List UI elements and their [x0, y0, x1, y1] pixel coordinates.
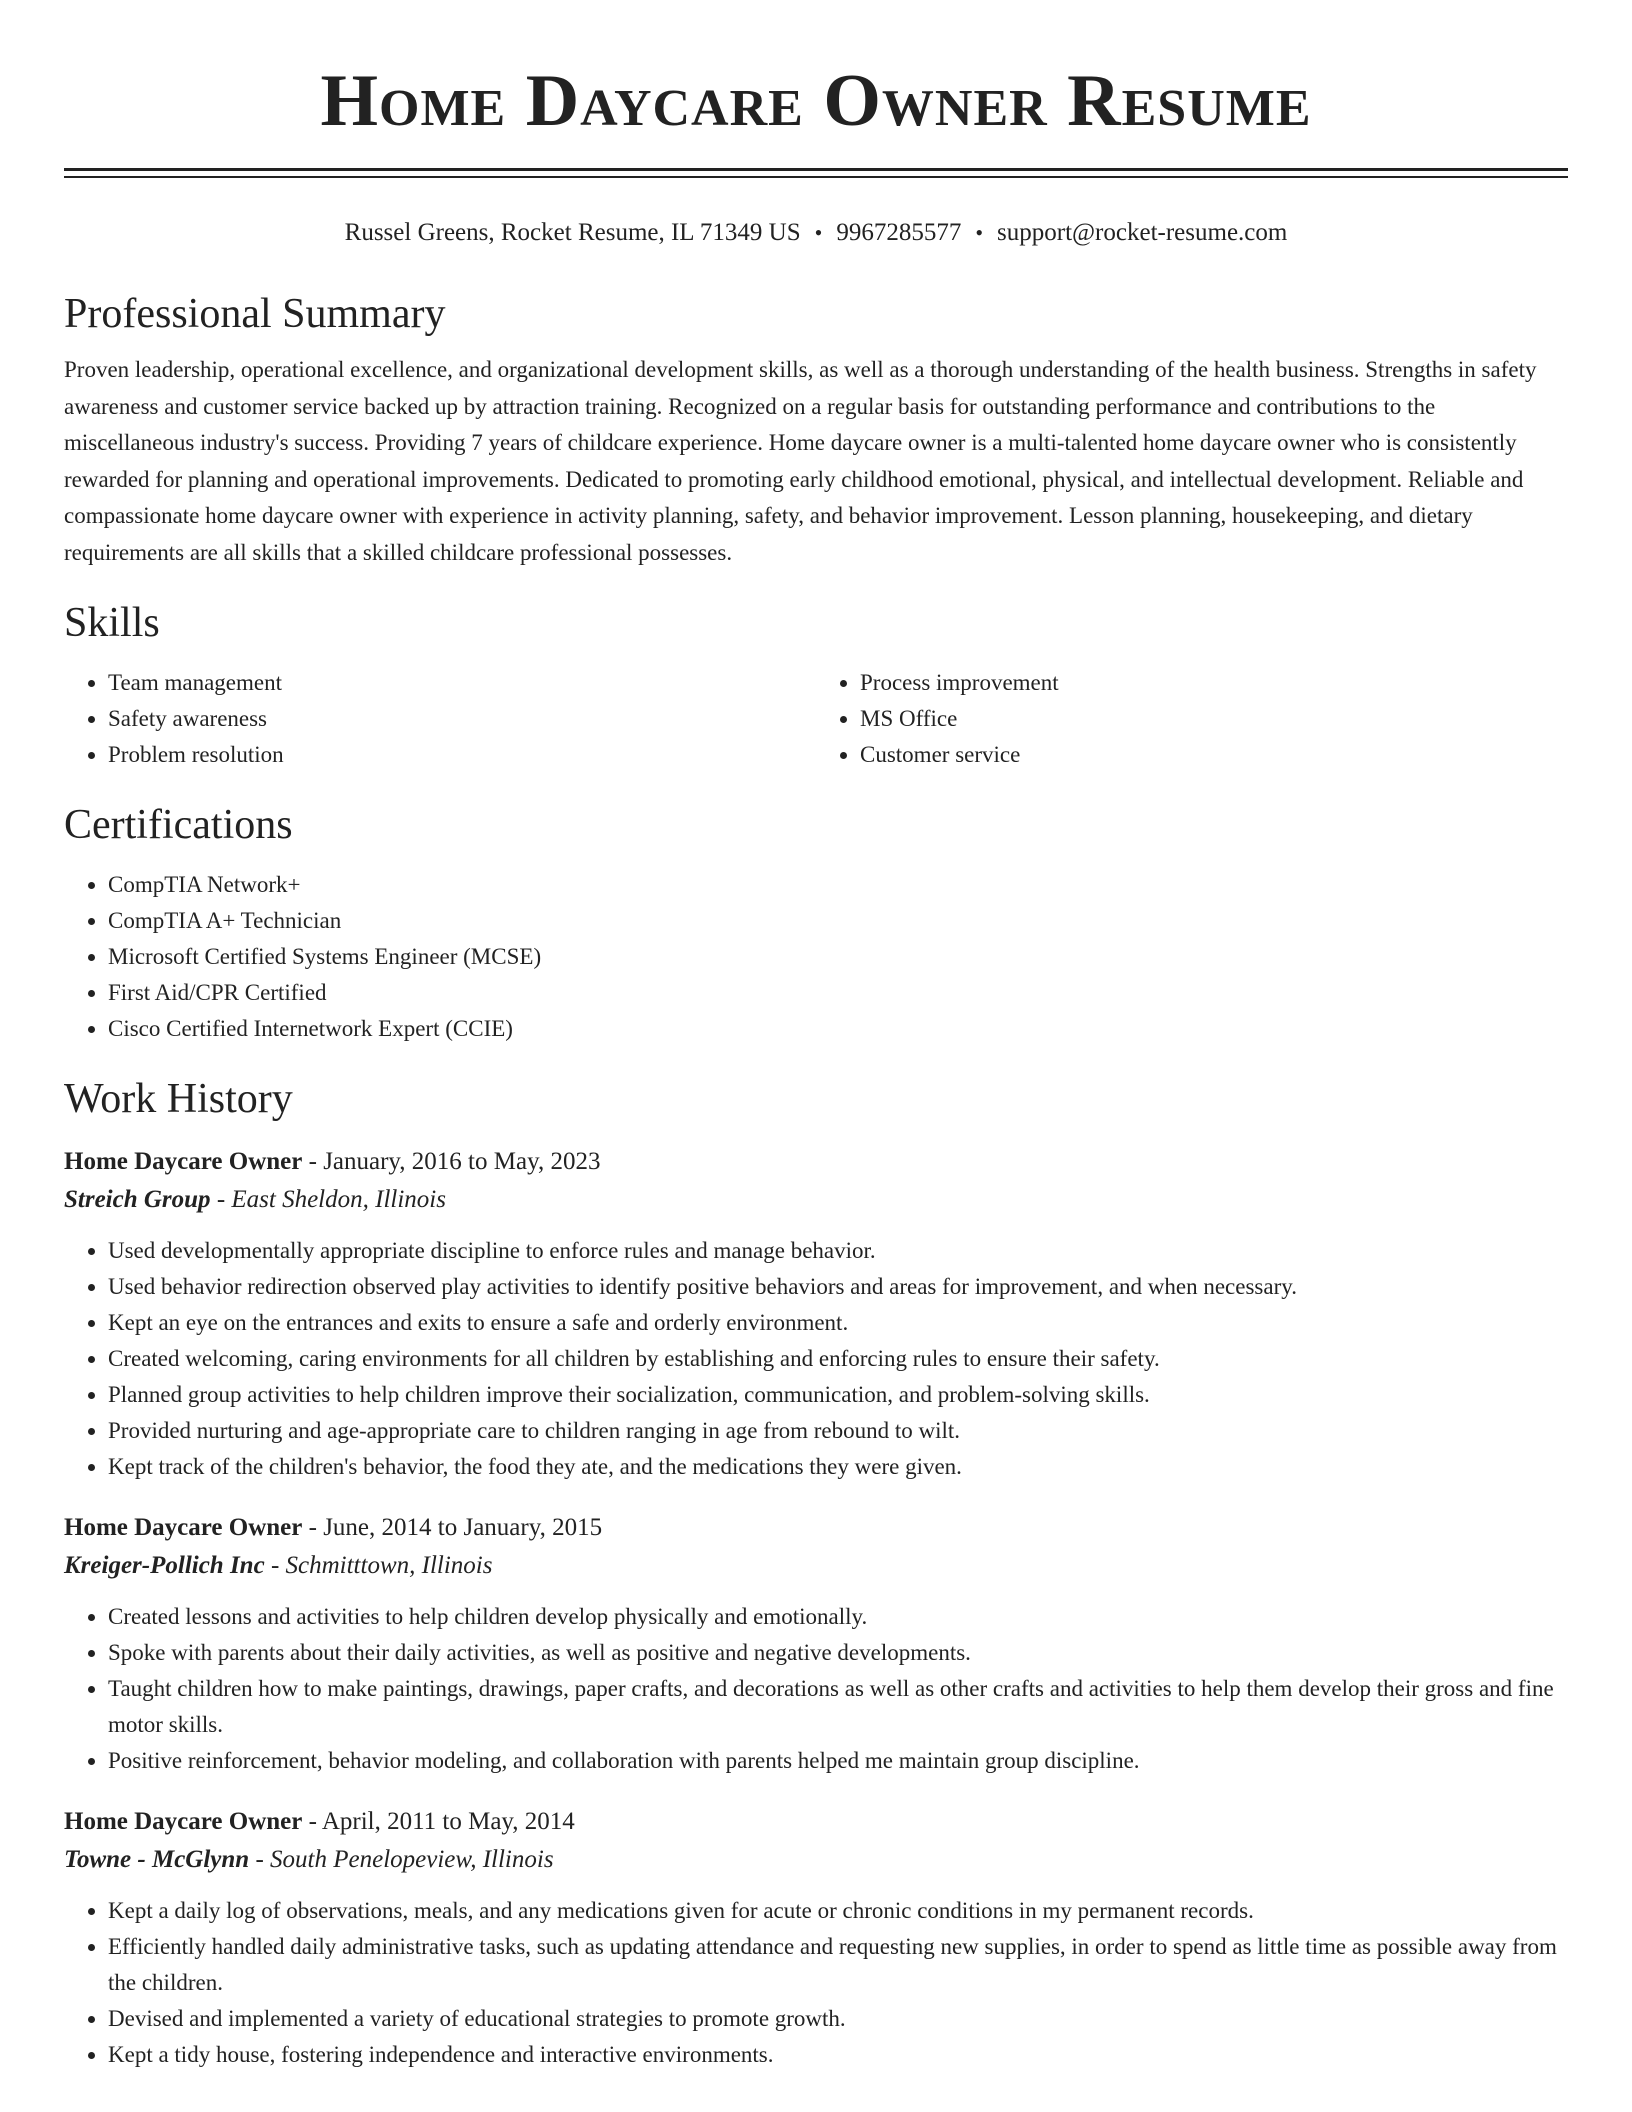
job-bullet: • Kept an eye on the entrances and exits to ensure a safe and orderly environment.: [108, 1305, 1568, 1341]
title-divider-thick: [64, 168, 1568, 171]
skills-list-left: [64, 665, 816, 773]
certification-item: • First Aid/CPR Certified: [108, 975, 1568, 1011]
job-location: Schmitttown, Illinois: [285, 1552, 493, 1579]
skill-item: • Customer service: [860, 737, 1568, 773]
job-title-line: [64, 1509, 1568, 1547]
certifications-list: [64, 867, 1568, 1047]
skills-list-right: [816, 665, 1568, 773]
job-company-line: [64, 1181, 1568, 1219]
job-bullet: • Used behavior redirection observed play activities to identify positive behaviors and areas for improvement, and when necessary.: [108, 1269, 1568, 1305]
job-bullet: • Kept a daily log of observations, meals, and any medications given for acute or chronic conditions in my permanent records.: [108, 1893, 1568, 1929]
contact-address: Russel Greens, Rocket Resume, IL 71349 US: [344, 219, 801, 246]
job-company-line: [64, 1841, 1568, 1879]
job-title-line: [64, 1803, 1568, 1841]
skill-item: • Team management: [108, 665, 816, 701]
job-bullets: [64, 1233, 1568, 1485]
job-bullet: • Used developmentally appropriate discipline to enforce rules and manage behavior.: [108, 1233, 1568, 1269]
certifications-heading: Certifications: [64, 802, 293, 848]
work-history-section: [64, 1073, 1568, 2073]
contact-separator: •: [975, 220, 984, 245]
certification-item: • Cisco Certified Internetwork Expert (CCIE): [108, 1011, 1568, 1047]
job-dash: -: [210, 1186, 232, 1213]
skills-heading: Skills: [64, 600, 160, 646]
certification-item: • Microsoft Certified Systems Engineer (MCSE): [108, 939, 1568, 975]
job-bullet: • Positive reinforcement, behavior modeling, and collaboration with parents helped me maintain group discipline.: [108, 1743, 1568, 1779]
job-dates: April, 2011 to May, 2014: [321, 1808, 575, 1835]
contact-separator: •: [814, 220, 823, 245]
job-dash: -: [302, 1514, 324, 1541]
job-dash: -: [302, 1808, 322, 1835]
job-bullet: • Kept track of the children's behavior, the food they ate, and the medications they were given.: [108, 1449, 1568, 1485]
job-location: South Penelopeview, Illinois: [270, 1846, 554, 1873]
contact-phone: 9967285577: [836, 219, 962, 246]
job-bullet: • Taught children how to make paintings, drawings, paper crafts, and decorations as well as other crafts and activities to help them develop their gross and fine motor skills.: [108, 1671, 1568, 1743]
skills-section: [64, 597, 1568, 773]
job-dash: -: [264, 1552, 286, 1579]
job-bullet: • Devised and implemented a variety of educational strategies to promote growth.: [108, 2001, 1568, 2037]
job-dates: January, 2016 to May, 2023: [323, 1148, 601, 1175]
job-bullet: • Created welcoming, caring environments for all children by establishing and enforcing rules to ensure their safety.: [108, 1341, 1568, 1377]
job-company: Towne - McGlynn: [64, 1846, 250, 1873]
job-entry: [64, 1143, 1568, 1485]
job-bullet: • Efficiently handled daily administrative tasks, such as updating attendance and requesting new supplies, in order to spend as little time as possible away from the children.: [108, 1929, 1568, 2001]
resume-title: Home Daycare Owner Resume: [320, 60, 1312, 142]
job-title: Home Daycare Owner: [64, 1514, 303, 1541]
contact-line: [64, 216, 1568, 250]
job-dash: -: [302, 1148, 324, 1175]
job-bullet: • Provided nurturing and age-appropriate care to children ranging in age from rebound to wilt.: [108, 1413, 1568, 1449]
skill-item: • Problem resolution: [108, 737, 816, 773]
skill-item: • MS Office: [860, 701, 1568, 737]
job-title: Home Daycare Owner: [64, 1808, 303, 1835]
certification-item: • CompTIA Network+: [108, 867, 1568, 903]
job-location: East Sheldon, Illinois: [231, 1186, 446, 1213]
job-company: Streich Group: [64, 1186, 211, 1213]
summary-section: [64, 288, 1568, 571]
summary-text: Proven leadership, operational excellence, and organizational development skills, as well as a thorough understanding of the health business. Strengths in safety awareness and customer service backed up by attraction training. Recognized on a regular basis for outstanding performance and contributions to the miscellaneous industry's success. Providing 7 years of childcare experience. Home daycare owner is a multi-talented home daycare owner who is consistently rewarded for planning and operational improvements. Dedicated to promoting early childhood emotional, physical, and intellectual development. Reliable and compassionate home daycare owner with experience in activity planning, safety, and behavior improvement. Lesson planning, housekeeping, and dietary requirements are all skills that a skilled childcare professional possesses.: [64, 357, 1537, 565]
skill-item: • Process improvement: [860, 665, 1568, 701]
job-entry: [64, 1803, 1568, 2073]
certification-item: • CompTIA A+ Technician: [108, 903, 1568, 939]
skill-item: • Safety awareness: [108, 701, 816, 737]
job-company-line: [64, 1547, 1568, 1585]
job-title-line: [64, 1143, 1568, 1181]
job-company: Kreiger-Pollich Inc: [64, 1552, 265, 1579]
certifications-section: [64, 799, 1568, 1047]
job-bullet: • Planned group activities to help children improve their socialization, communication, and problem-solving skills.: [108, 1377, 1568, 1413]
summary-heading: Professional Summary: [64, 291, 446, 337]
title-divider-thin: [64, 176, 1568, 178]
job-bullet: • Kept a tidy house, fostering independence and interactive environments.: [108, 2037, 1568, 2073]
job-bullets: [64, 1599, 1568, 1779]
job-bullets: [64, 1893, 1568, 2073]
job-bullet: • Created lessons and activities to help children develop physically and emotionally.: [108, 1599, 1568, 1635]
skills-columns: [64, 665, 1568, 773]
contact-email: support@rocket-resume.com: [997, 219, 1288, 246]
work-history-heading: Work History: [64, 1076, 293, 1122]
job-title: Home Daycare Owner: [64, 1148, 303, 1175]
job-dates: June, 2014 to January, 2015: [323, 1514, 603, 1541]
job-dash: -: [249, 1846, 271, 1873]
job-bullet: • Spoke with parents about their daily activities, as well as positive and negative developments.: [108, 1635, 1568, 1671]
job-entry: [64, 1509, 1568, 1779]
